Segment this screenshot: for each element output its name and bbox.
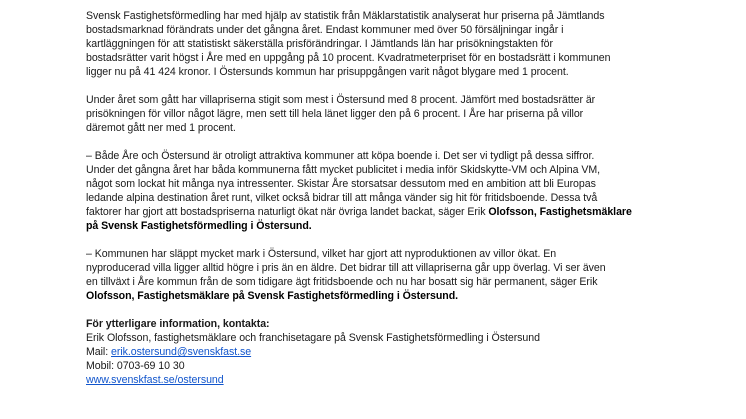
paragraph-quote-land	[86, 247, 716, 303]
text-line: däremot gått ner med 1 procent.	[86, 122, 236, 134]
text-line: ligger nu på 41 424 kronor. I Östersunds kommun har prisuppgången varit något blygare med 1 procent.	[86, 66, 569, 78]
speaker-attribution: Olofsson, Fastighetsmäklare på Svensk Fastighetsförmedling i Östersund.	[86, 290, 459, 302]
text-line: Under det gångna året har båda kommunerna fått mycket publicitet i media inför Skidskytte-VM och Alpina VM,	[86, 164, 601, 176]
text-line: kartläggningen för att statistiskt säkerställa prisförändringar. I Jämtlands län har prisökningstakten för	[86, 38, 553, 50]
text-line: något som lockat hit många nya intressenter. Skistar Åre storsatsar dessutom med en ambition att bli Europas	[86, 178, 596, 190]
paragraph-quote-attractive	[86, 149, 716, 233]
contact-block	[86, 317, 716, 387]
website-link[interactable]: www.svenskfast.se/ostersund	[86, 374, 224, 386]
mail-label: Mail:	[86, 346, 112, 358]
quote-text: faktorer har gjort att bostadspriserna naturligt ökat när övriga landet backat, säger Erik	[86, 206, 489, 218]
text-line: – Kommunen har släppt mycket mark i Östersund, vilket har gjort att nyproduktionen av villor ökat. En	[86, 248, 557, 260]
speaker-attribution: på Svensk Fastighetsförmedling i Östersund.	[86, 220, 312, 232]
text-line: bostadsrätter varit högst i Åre med en uppgång på 10 procent. Kvadratmeterpriset för en bostadsrätt i kommunen	[86, 52, 611, 64]
paragraph-villa-prices	[86, 93, 716, 135]
text-line: prisökningen för villor något lägre, men sett till hela länet ligger den på 6 procent. I Åre har priserna på villor	[86, 108, 584, 120]
text-line: ledande alpina destination året runt, vilket också bidrar till att många vänder sig hit för fritidsboende. Dessa två	[86, 192, 598, 204]
document-body	[86, 9, 716, 387]
contact-heading: För ytterligare information, kontakta:	[86, 318, 270, 330]
email-link[interactable]: erik.ostersund@svenskfast.se	[111, 346, 252, 358]
text-line: Svensk Fastighetsförmedling har med hjälp av statistik från Mäklarstatistik analyserat hur priserna på Jämtlands	[86, 10, 605, 22]
text-line: – Både Åre och Östersund är otroligt attraktiva kommuner att köpa boende i. Det ser vi tydligt på dessa siffror.	[86, 150, 595, 162]
text-line: nyproducerad villa ligger alltid högre i pris än en äldre. Det bidrar till att villapriserna går upp överlag. Vi ser även	[86, 262, 606, 274]
text-line: en tillväxt i Åre kommun från de som tidigare ägt fritidsboende och nu har bosatt sig här permanent, säger Erik	[86, 276, 598, 288]
contact-phone: Mobil: 0703-69 10 30	[86, 360, 185, 372]
speaker-attribution: Olofsson, Fastighetsmäklare	[488, 206, 632, 218]
paragraph-price-overview	[86, 9, 716, 79]
text-line: bostadsmarknad förändrats under det gångna året. Endast kommuner med över 50 försäljningar ingår i	[86, 24, 564, 36]
contact-name: Erik Olofsson, fastighetsmäklare och franchisetagare på Svensk Fastighetsförmedling i Östersund	[86, 332, 540, 344]
text-line: Under året som gått har villapriserna stigit som mest i Östersund med 8 procent. Jämfört med bostadsrätter är	[86, 94, 596, 106]
contact-mail	[86, 345, 716, 359]
text-line	[86, 205, 716, 219]
